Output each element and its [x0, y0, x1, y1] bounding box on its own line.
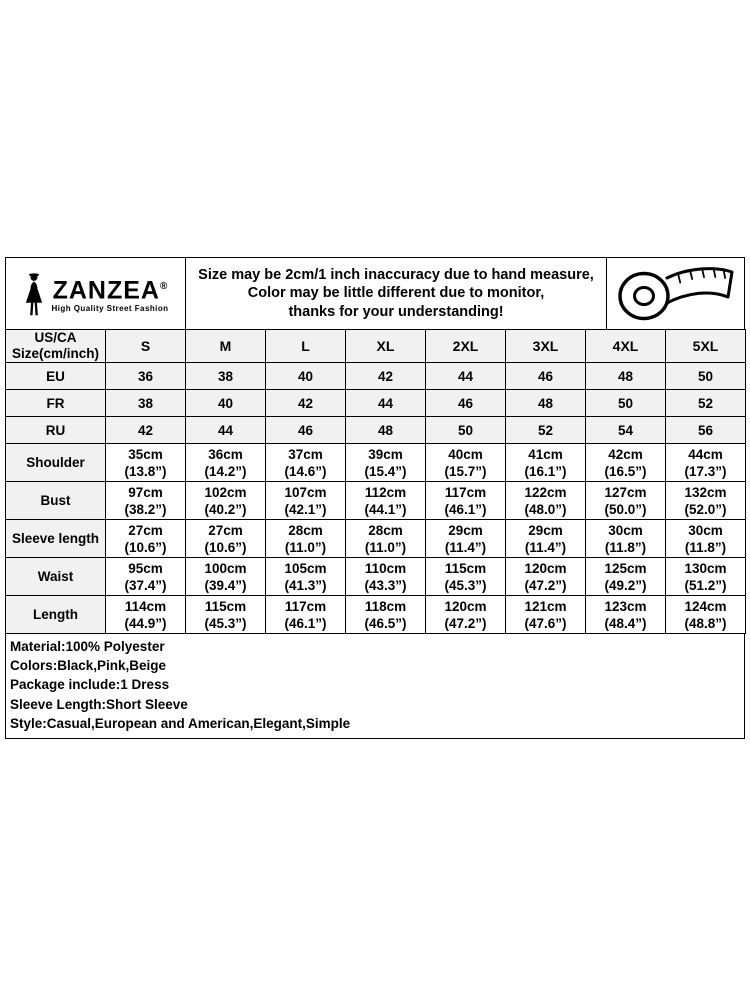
measurement-inch: (46.1”) [444, 501, 487, 517]
size-value-cell: 38 [186, 363, 266, 390]
measurement-inch: (52.0”) [684, 501, 727, 517]
measure-notice [186, 258, 606, 329]
measurement-inch: (16.1”) [524, 463, 567, 479]
measurement-cell [346, 482, 426, 520]
measurement-cell [586, 444, 666, 482]
measurement-inch: (44.9”) [124, 615, 167, 631]
size-table [5, 329, 746, 634]
measurement-cell [186, 558, 266, 596]
measurement-cm: 27cm [208, 522, 243, 538]
measurement-cell [666, 482, 746, 520]
measurement-inch: (38.2”) [124, 501, 167, 517]
table-row [6, 444, 746, 482]
row-label: Waist [6, 558, 106, 596]
size-value-cell: 40 [266, 363, 346, 390]
measurement-inch: (11.8”) [684, 539, 727, 555]
measurement-inch: (46.1”) [284, 615, 327, 631]
measurement-cell [666, 558, 746, 596]
row-label: RU [6, 417, 106, 444]
size-value-cell: 46 [266, 417, 346, 444]
measurement-inch: (37.4”) [124, 577, 167, 593]
size-value-cell: 42 [346, 363, 426, 390]
size-value-cell: 48 [346, 417, 426, 444]
size-column-header: L [266, 330, 346, 363]
measurement-cm: 105cm [284, 560, 327, 576]
table-row [6, 520, 746, 558]
measurement-inch: (44.1”) [364, 501, 407, 517]
measurement-cell [346, 444, 426, 482]
measurement-inch: (50.0”) [604, 501, 647, 517]
product-specs [5, 634, 745, 739]
size-value-cell: 44 [426, 363, 506, 390]
spec-line: Package include:1 Dress [10, 677, 170, 693]
corner-cell [6, 330, 106, 363]
measurement-cell [106, 520, 186, 558]
size-column-header: 4XL [586, 330, 666, 363]
size-value-cell: 42 [266, 390, 346, 417]
measurement-inch: (51.2”) [684, 577, 727, 593]
spec-line: Colors:Black,Pink,Beige [10, 658, 167, 674]
measurement-cm: 97cm [128, 484, 163, 500]
measurement-cell [266, 558, 346, 596]
table-row [6, 482, 746, 520]
measurement-cm: 115cm [204, 598, 247, 614]
measurement-cell [586, 558, 666, 596]
measurement-cell [106, 482, 186, 520]
size-value-cell: 54 [586, 417, 666, 444]
brand-tagline: High Quality Street Fashion [51, 304, 169, 314]
size-value-cell: 48 [586, 363, 666, 390]
measurement-cm: 100cm [204, 560, 247, 576]
measurement-cell [506, 482, 586, 520]
measurement-cm: 115cm [444, 560, 487, 576]
measurement-cell [106, 558, 186, 596]
measurement-cell [426, 520, 506, 558]
measurement-cell [426, 596, 506, 634]
table-row [6, 363, 746, 390]
measurement-inch: (16.5”) [604, 463, 647, 479]
measurement-cell [186, 444, 266, 482]
size-value-cell: 46 [426, 390, 506, 417]
measurement-cell [346, 558, 426, 596]
corner-label-line: Size(cm/inch) [11, 346, 100, 361]
measurement-cm: 41cm [528, 446, 563, 462]
measurement-cm: 132cm [684, 484, 727, 500]
measurement-cell [426, 482, 506, 520]
measurement-cell [106, 596, 186, 634]
measurement-inch: (15.7”) [444, 463, 487, 479]
size-value-cell: 52 [506, 417, 586, 444]
corner-label-line: US/CA [34, 330, 77, 345]
measurement-cm: 28cm [368, 522, 403, 538]
measurement-cm: 114cm [124, 598, 167, 614]
measurement-cell [666, 596, 746, 634]
measurement-cell [346, 596, 426, 634]
table-row [6, 558, 746, 596]
measurement-inch: (47.2”) [524, 577, 567, 593]
table-row [6, 390, 746, 417]
size-column-header: 5XL [666, 330, 746, 363]
measurement-cm: 124cm [684, 598, 727, 614]
measurement-cell [666, 444, 746, 482]
measurement-cell [666, 520, 746, 558]
measurement-cell [426, 558, 506, 596]
measurement-cell [506, 444, 586, 482]
row-label: Sleeve length [6, 520, 106, 558]
measurement-cm: 121cm [524, 598, 567, 614]
measurement-cm: 120cm [524, 560, 567, 576]
measurement-cell [266, 596, 346, 634]
measurement-inch: (14.6”) [284, 463, 327, 479]
brand-text-block [51, 274, 168, 313]
measurement-inch: (13.8”) [124, 463, 167, 479]
size-value-cell: 38 [106, 390, 186, 417]
measurement-cell [106, 444, 186, 482]
size-table-body [6, 330, 746, 634]
notice-line-3: thanks for your understanding! [288, 303, 504, 320]
measurement-inch: (11.8”) [604, 539, 647, 555]
row-label: Shoulder [6, 444, 106, 482]
table-row [6, 417, 746, 444]
measurement-cell [266, 482, 346, 520]
measurement-inch: (49.2”) [604, 577, 647, 593]
measurement-cell [426, 444, 506, 482]
size-value-cell: 50 [586, 390, 666, 417]
measurement-inch: (42.1”) [284, 501, 327, 517]
size-value-cell: 56 [666, 417, 746, 444]
measurement-cm: 125cm [604, 560, 647, 576]
size-column-header: S [106, 330, 186, 363]
measurement-cm: 130cm [684, 560, 727, 576]
notice-line-1: Size may be 2cm/1 inch inaccuracy due to hand measure, [198, 266, 594, 283]
measurement-cell [186, 520, 266, 558]
measurement-cm: 127cm [604, 484, 647, 500]
measurement-inch: (10.6”) [204, 539, 247, 555]
size-chart-sheet [5, 257, 745, 739]
measurement-inch: (15.4”) [364, 463, 407, 479]
measurement-cm: 29cm [528, 522, 563, 538]
notice-line-2: Color may be little different due to monitor, [247, 285, 545, 302]
registered-mark: ® [160, 280, 168, 292]
measurement-cm: 30cm [688, 522, 723, 538]
measurement-inch: (47.6”) [524, 615, 567, 631]
measurement-inch: (48.0”) [524, 501, 567, 517]
row-label: EU [6, 363, 106, 390]
measurement-cm: 110cm [364, 560, 407, 576]
measurement-cell [506, 520, 586, 558]
brand-logo [6, 258, 186, 329]
table-row [6, 596, 746, 634]
measurement-inch: (40.2”) [204, 501, 247, 517]
measurement-cell [586, 596, 666, 634]
brand-wordmark: ZANZEA [52, 276, 160, 305]
row-label: FR [6, 390, 106, 417]
measurement-inch: (48.4”) [604, 615, 647, 631]
size-column-header: 3XL [506, 330, 586, 363]
measurement-inch: (17.3”) [684, 463, 727, 479]
size-value-cell: 52 [666, 390, 746, 417]
size-column-header: XL [346, 330, 426, 363]
measurement-cell [586, 482, 666, 520]
measurement-cm: 37cm [288, 446, 323, 462]
measurement-cm: 117cm [444, 484, 487, 500]
spec-line: Material:100% Polyester [10, 639, 165, 654]
measurement-inch: (14.2”) [204, 463, 247, 479]
measurement-cm: 39cm [368, 446, 403, 462]
measurement-inch: (10.6”) [124, 539, 167, 555]
measurement-cm: 118cm [364, 598, 407, 614]
woman-silhouette-icon [22, 271, 46, 317]
measurement-cm: 122cm [524, 484, 567, 500]
measurement-cm: 123cm [604, 598, 647, 614]
measurement-inch: (41.3”) [284, 577, 327, 593]
size-value-cell: 48 [506, 390, 586, 417]
size-column-header: 2XL [426, 330, 506, 363]
measurement-inch: (11.0”) [364, 539, 407, 555]
measurement-cm: 44cm [688, 446, 723, 462]
size-value-cell: 44 [186, 417, 266, 444]
measurement-cm: 30cm [608, 522, 643, 538]
measurement-inch: (45.3”) [444, 577, 487, 593]
measurement-inch: (43.3”) [364, 577, 407, 593]
measurement-cm: 28cm [288, 522, 323, 538]
measurement-inch: (47.2”) [444, 615, 487, 631]
measurement-cm: 120cm [444, 598, 487, 614]
measurement-inch: (11.4”) [444, 539, 487, 555]
measurement-inch: (48.8”) [684, 615, 727, 631]
measurement-cell [186, 482, 266, 520]
measurement-cm: 36cm [208, 446, 243, 462]
measurement-cm: 42cm [608, 446, 643, 462]
measurement-cell [586, 520, 666, 558]
measurement-cell [186, 596, 266, 634]
table-header-row [6, 330, 746, 363]
measurement-cm: 40cm [448, 446, 483, 462]
measurement-cm: 102cm [204, 484, 247, 500]
measurement-cell [266, 520, 346, 558]
measurement-cell [506, 596, 586, 634]
measurement-cm: 117cm [284, 598, 327, 614]
size-value-cell: 40 [186, 390, 266, 417]
measurement-cell [506, 558, 586, 596]
measurement-cell [266, 444, 346, 482]
spec-line: Style:Casual,European and American,Elegant,Simple [10, 715, 351, 731]
row-label: Length [6, 596, 106, 634]
measurement-cm: 27cm [128, 522, 163, 538]
measurement-inch: (45.3”) [204, 615, 247, 631]
size-value-cell: 46 [506, 363, 586, 390]
measuring-tape-icon [615, 264, 737, 324]
measurement-inch: (39.4”) [204, 577, 247, 593]
row-label: Bust [6, 482, 106, 520]
spec-line: Sleeve Length:Short Sleeve [10, 696, 188, 712]
tape-icon-cell [606, 258, 744, 329]
measurement-cell [346, 520, 426, 558]
measurement-inch: (11.0”) [284, 539, 327, 555]
measurement-cm: 107cm [284, 484, 327, 500]
size-column-header: M [186, 330, 266, 363]
size-value-cell: 50 [426, 417, 506, 444]
size-value-cell: 42 [106, 417, 186, 444]
size-value-cell: 50 [666, 363, 746, 390]
header [5, 257, 745, 329]
size-value-cell: 44 [346, 390, 426, 417]
brand-name [53, 274, 168, 303]
measurement-cm: 29cm [448, 522, 483, 538]
measurement-cm: 95cm [128, 560, 163, 576]
size-value-cell: 36 [106, 363, 186, 390]
measurement-cm: 112cm [364, 484, 407, 500]
measurement-cm: 35cm [128, 446, 163, 462]
measurement-inch: (11.4”) [524, 539, 567, 555]
measurement-inch: (46.5”) [364, 615, 407, 631]
